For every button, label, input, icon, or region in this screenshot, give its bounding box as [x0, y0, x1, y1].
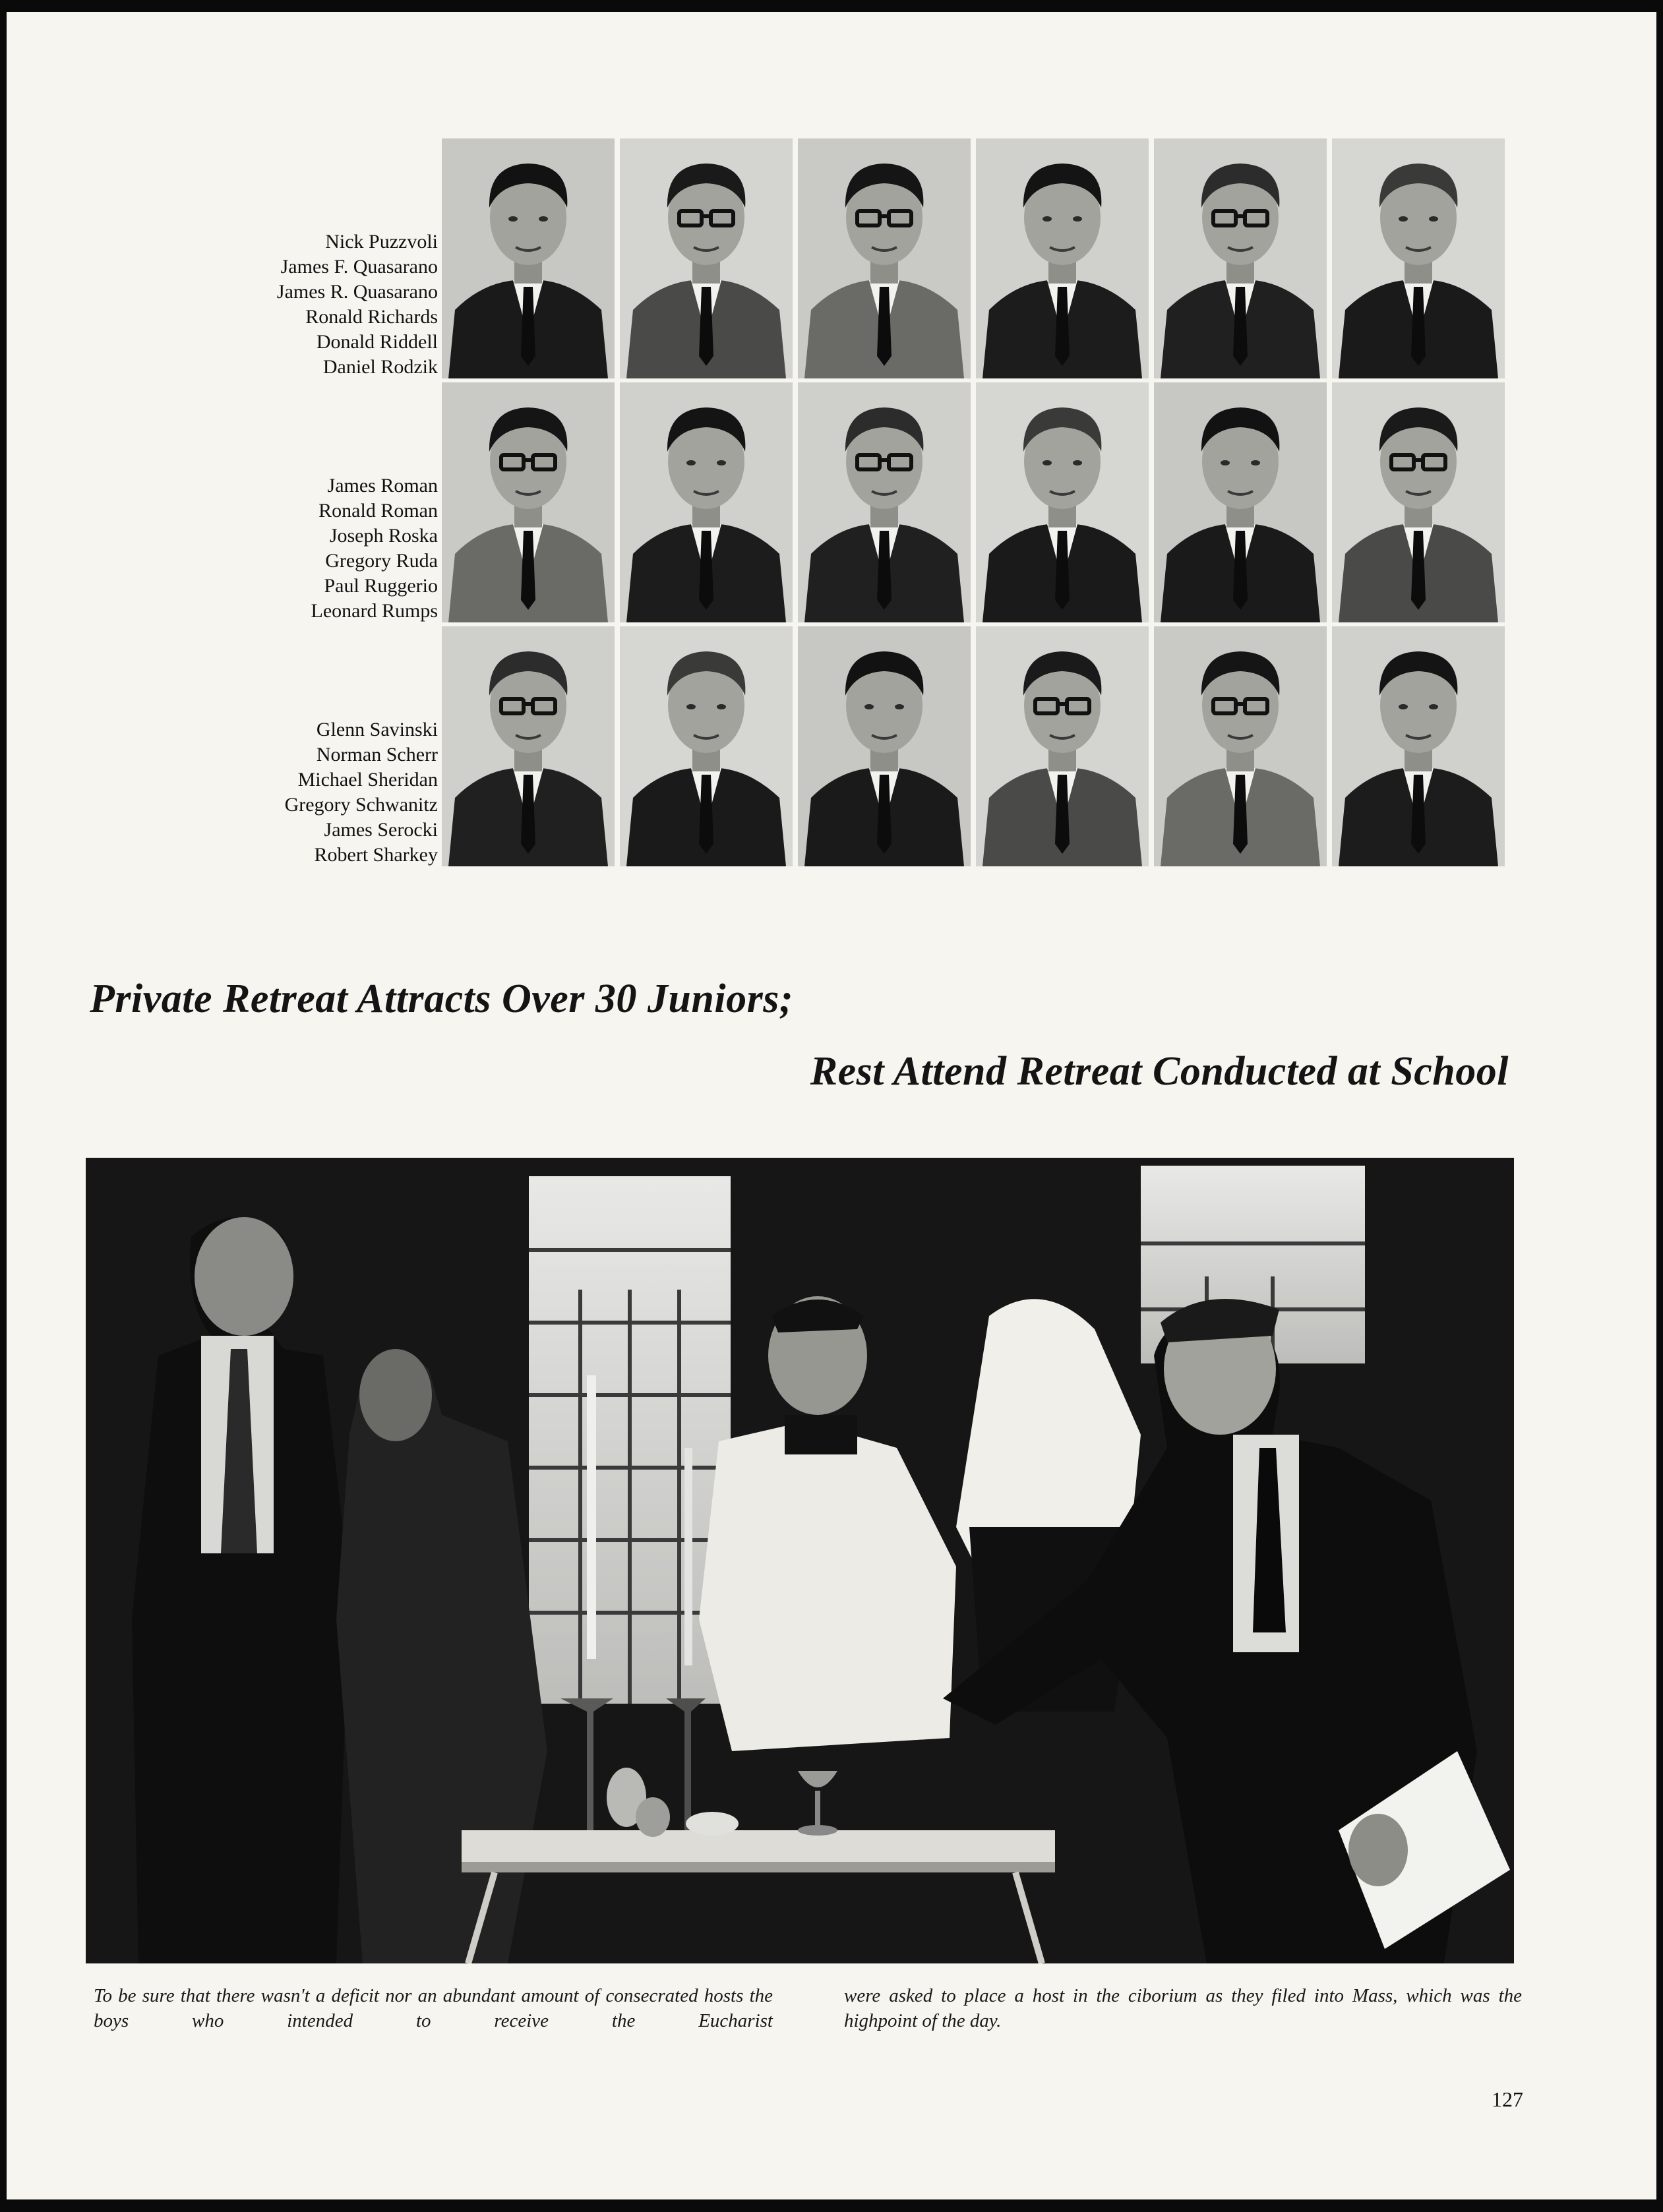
portrait-photo [1332, 626, 1505, 866]
retreat-photo [86, 1158, 1514, 1963]
student-portrait [976, 138, 1149, 378]
portrait-photo [798, 626, 971, 866]
caption-right: were asked to place a host in the ciborium as they filed into Mass, which was the highpoint of the day. [844, 1985, 1522, 2031]
student-name: Gregory Schwanitz [284, 794, 438, 816]
student-portrait [1332, 138, 1505, 378]
retreat-photo-image [86, 1158, 1514, 1963]
student-portrait [1332, 382, 1505, 622]
portrait-photo [620, 138, 793, 378]
student-name: Leonard Rumps [311, 600, 438, 622]
student-name: Robert Sharkey [314, 844, 438, 866]
portrait-photo [442, 382, 615, 622]
student-name: Nick Puzzvoli [325, 231, 438, 253]
portrait-photo [1154, 626, 1327, 866]
caption-left: To be sure that there wasn't a deficit nor an abundant amount of consecrated hosts the boys who intended to receive the Eucharist [94, 1985, 773, 2031]
portrait-photo [1332, 138, 1505, 378]
student-portrait [976, 626, 1149, 866]
student-name: Ronald Richards [305, 306, 438, 328]
portrait-photo [442, 626, 615, 866]
portrait-row [7, 137, 1656, 380]
student-portrait [620, 382, 793, 622]
portrait-photo [1332, 382, 1505, 622]
student-portrait [798, 138, 971, 378]
portrait-photo [798, 382, 971, 622]
student-portrait [1332, 626, 1505, 866]
student-portrait [442, 626, 615, 866]
student-name: Paul Ruggerio [324, 575, 438, 597]
student-name: Gregory Ruda [325, 550, 438, 572]
portrait-photo [620, 382, 793, 622]
portrait-photo [620, 626, 793, 866]
student-portrait [442, 138, 615, 378]
portrait-photo [976, 382, 1149, 622]
student-name: Daniel Rodzik [322, 356, 438, 378]
student-name: Michael Sheridan [297, 769, 438, 791]
portrait-strip [442, 625, 1510, 868]
page-number: 127 [1492, 2087, 1523, 2111]
student-portrait [1154, 138, 1327, 378]
portrait-row [7, 625, 1656, 868]
student-name: Ronald Roman [318, 500, 438, 522]
student-portrait [620, 138, 793, 378]
portrait-photo [798, 138, 971, 378]
student-name: Joseph Roska [329, 525, 438, 547]
portrait-photo [442, 138, 615, 378]
student-portrait [798, 626, 971, 866]
name-list [311, 473, 438, 624]
portrait-strip [442, 137, 1510, 380]
portrait-photo [1154, 138, 1327, 378]
headline-line-2: Rest Attend Retreat Conducted at School [810, 1049, 1509, 1094]
student-name: Glenn Savinski [316, 719, 438, 740]
yearbook-page [7, 12, 1656, 2199]
student-portrait [442, 382, 615, 622]
student-name: Donald Riddell [316, 331, 438, 353]
student-name: James Roman [327, 475, 438, 496]
student-name: Norman Scherr [316, 744, 438, 765]
portrait-row [7, 381, 1656, 624]
name-list [285, 717, 438, 868]
student-portrait [1154, 382, 1327, 622]
student-name: James R. Quasarano [276, 281, 438, 303]
student-portrait [798, 382, 971, 622]
student-name: James Serocki [324, 819, 438, 841]
headline-line-1: Private Retreat Attracts Over 30 Juniors; [90, 976, 793, 1021]
portrait-photo [1154, 382, 1327, 622]
portrait-photo [976, 626, 1149, 866]
portrait-photo [976, 138, 1149, 378]
name-list [277, 229, 438, 380]
portrait-strip [442, 381, 1510, 624]
student-portrait [976, 382, 1149, 622]
student-portrait [1154, 626, 1327, 866]
student-name: James F. Quasarano [280, 256, 438, 278]
student-portrait [620, 626, 793, 866]
